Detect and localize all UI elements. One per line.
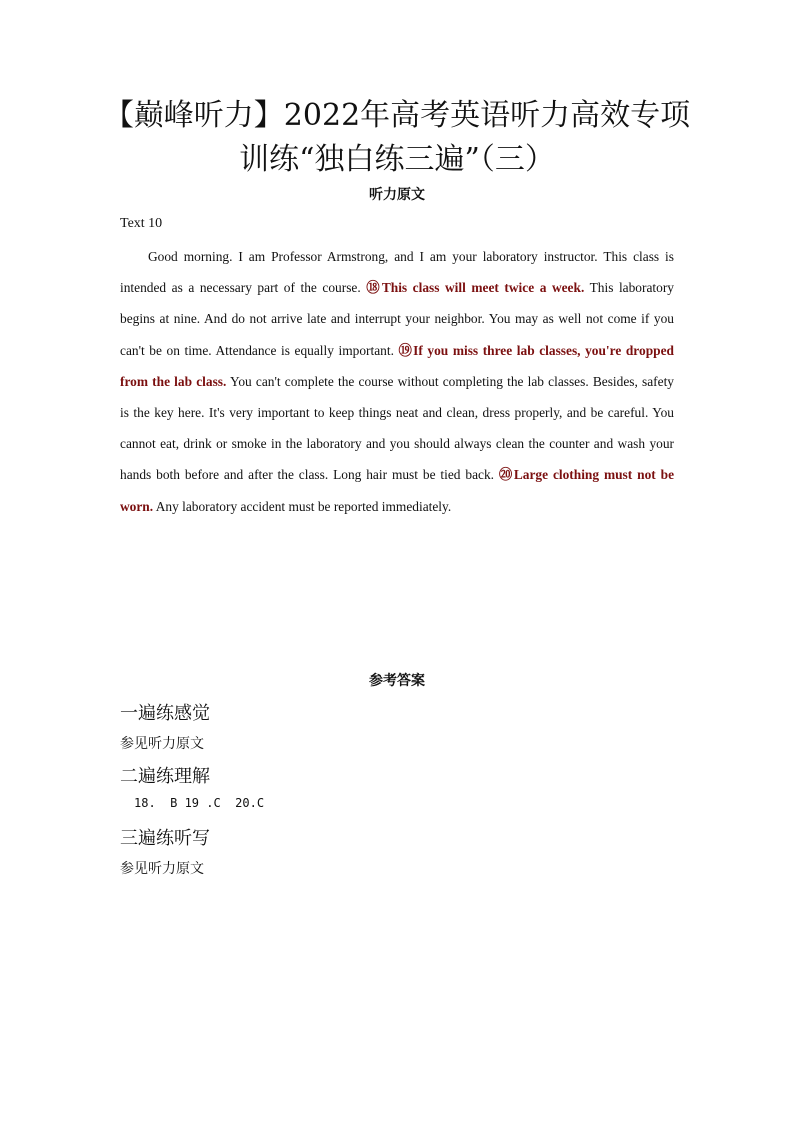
- passage-segment-1: Good morning. I am Professor Armstrong, and I am your laboratory instructor. This class is intended as a necessary part of the course.: [120, 249, 674, 296]
- second-pass-heading: 二遍练理解: [120, 766, 210, 787]
- second-pass-answers: 18. B 19 .C 20.C: [134, 796, 265, 810]
- answer-highlight-20: ⑳Large clothing must not be worn.: [120, 467, 675, 514]
- passage-segment-3: You can't complete the course without completing the lab classes. Besides, safety is the key here. It's very important to keep things neat and clean, dress properly, and be careful. You cannot eat, drink or smoke in the laboratory and you should always clean the counter and wash your hands both before and after the class. Long hair must be tied back.: [120, 373, 674, 483]
- first-pass-heading: 一遍练感觉: [120, 703, 210, 724]
- first-pass-body: 参见听力原文: [120, 736, 204, 752]
- answer-highlight-19: ⑲If you miss three lab classes, you're dropped from the lab class.: [120, 342, 674, 389]
- third-pass-body: 参见听力原文: [120, 861, 204, 877]
- text-number-label: Text 10: [120, 216, 163, 231]
- passage-segment-4: Any laboratory accident must be reported immediately.: [153, 498, 452, 514]
- title-line-2: 训练“独白练三遍”（三）: [239, 142, 555, 177]
- passage-segment-2: This laboratory begins at nine. And do not arrive late and interrupt your neighbor. You may as well not come if you can't be on time. Attendance is equally important.: [120, 280, 674, 358]
- transcript-heading: 听力原文: [369, 187, 425, 203]
- answer-highlight-18: ⑱This class will meet twice a week.: [366, 280, 585, 296]
- document-title: [100, 94, 694, 182]
- third-pass-heading: 三遍练听写: [120, 828, 210, 849]
- answers-heading: 参考答案: [369, 673, 425, 689]
- title-line-1: 【巅峰听力】2022年高考英语听力高效专项: [103, 98, 691, 133]
- transcript-passage: [120, 241, 674, 522]
